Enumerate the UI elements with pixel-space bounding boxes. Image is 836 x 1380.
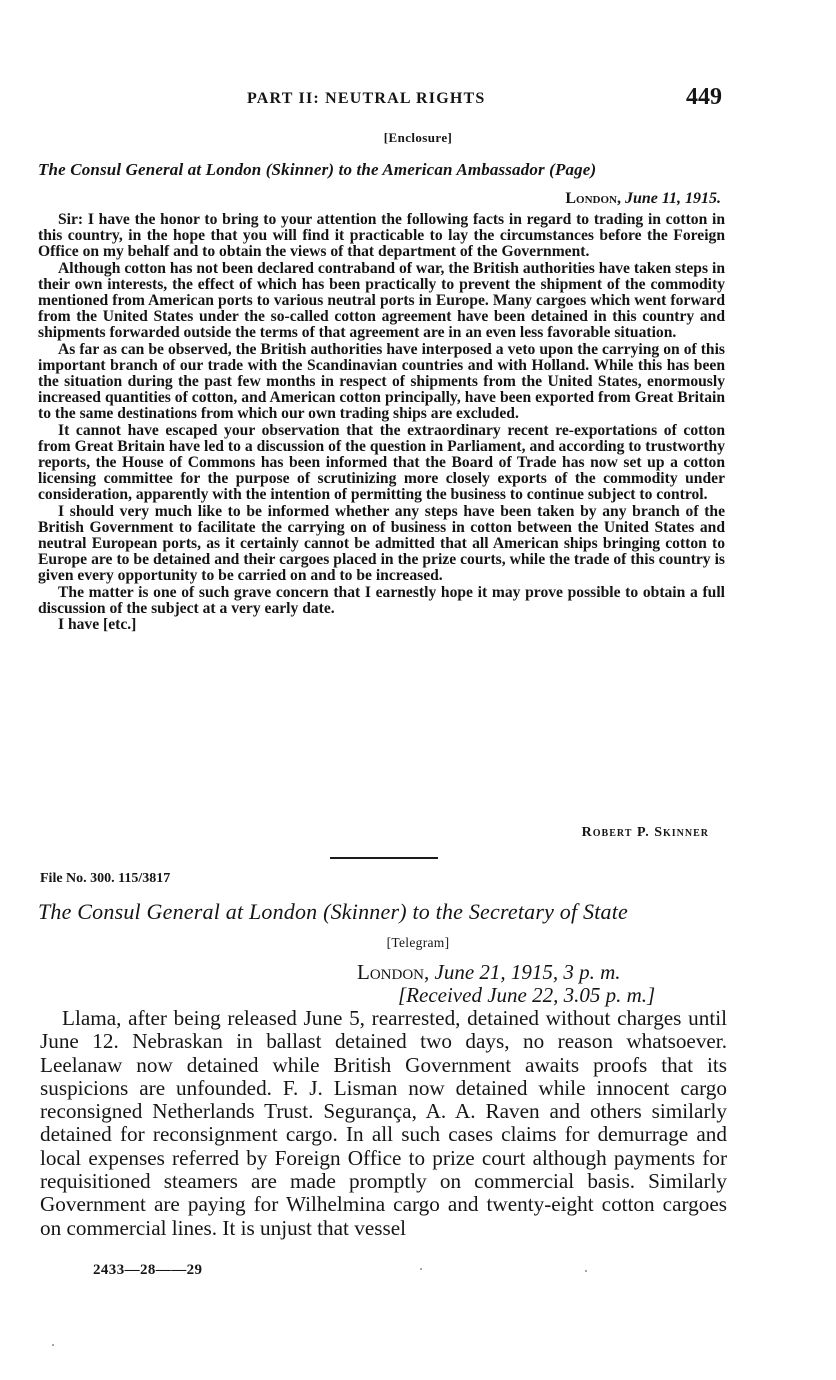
print-code: 2433—28——29 <box>93 1262 203 1278</box>
second-dateline-place: London, <box>357 960 430 984</box>
enclosure-label: [Enclosure] <box>383 130 453 145</box>
first-dateline <box>565 190 721 208</box>
letter-paragraph: The matter is one of such grave concern that I earnestly hope it may prove possible to obtain a full discussion of the subject at a very early date. <box>38 583 725 617</box>
second-dateline <box>357 960 621 985</box>
scan-speck <box>420 1268 422 1270</box>
letter-closing: I have [etc.] <box>58 616 137 634</box>
first-document-title: The Consul General at London (Skinner) to the American Ambassador (Page) <box>38 160 597 179</box>
first-dateline-place: London, <box>565 190 621 207</box>
letter-paragraph: Although cotton has not been declared contraband of war, the British authorities have taken steps in their own interests, the effect of which has been practically to prevent the shipment of the commodity mentioned from American ports to various neutral ports in Europe. Many cargoes which went forward from the United States under the so-called cotton agreement have been detained in this country and shipments forwarded outside the terms of that agreement are in an even less favorable situation. <box>38 259 725 342</box>
section-divider <box>330 857 438 859</box>
telegram-label: [Telegram] <box>386 935 450 950</box>
letter-paragraph: It cannot have escaped your observation that the extraordinary recent re-exportations of cotton from Great Britain have led to a discussion of the question in Parliament, and according to trustworthy reports, the House of Commons has been informed that the Board of Trade has now set up a cotton licensing committee for the purpose of scrutinizing more closely exports of the commodity under consideration, apparently with the intention of permitting the business to continue subject to control. <box>38 421 725 504</box>
letter-paragraph: As far as can be observed, the British authorities have interposed a veto upon the carrying on of this important branch of our trade with the Scandinavian countries and with Holland. While this has been the situation during the past few months in respect of shipments from the United States, enormously increased quantities of cotton, and American cotton principally, have been exported from Great Britain to the same destinations from which our own trading ships are excluded. <box>38 340 725 423</box>
scan-speck <box>585 1270 587 1272</box>
letter-paragraph: Sir: I have the honor to bring to your attention the following facts in regard to trading in cotton in this country, in the hope that you will find it practicable to lay the circumstances before the Foreign Office on my behalf and to obtain the views of that department of the Government. <box>38 211 725 261</box>
second-dateline-date: June 21, 1915, 3 p. m. <box>434 960 621 984</box>
running-head: PART II: NEUTRAL RIGHTS <box>247 90 486 107</box>
signature: Robert P. Skinner <box>581 825 709 840</box>
letter-paragraph: I should very much like to be informed whether any steps have been taken by any branch of the British Government to facilitate the carrying on of business in cotton between the United States and neutral European ports, as it certainly cannot be admitted that all American ships bringing cotton to Europe are to be detained and their cargoes placed in the prize courts, while the trade of this country is given every opportunity to be carried on and to be increased. <box>38 502 725 585</box>
letter-body <box>38 212 725 633</box>
second-document-title: The Consul General at London (Skinner) to the Secretary of State <box>38 899 629 924</box>
telegram-body <box>40 1007 727 1240</box>
first-dateline-date: June 11, 1915. <box>624 190 721 207</box>
page-number: 449 <box>686 84 722 110</box>
received-note: [Received June 22, 3.05 p. m.] <box>398 983 656 1007</box>
telegram-paragraph: Llama, after being released June 5, rearrested, detained without charges until June 12. Nebraskan in ballast detained two days, no reason whatsoever. Leelanaw now detained while British Government awaits proofs that its suspicions are unfounded. F. J. Lisman now detained while innocent cargo reconsigned Netherlands Trust. Segurança, A. A. Raven and others similarly detained for reconsignment cargo. In all such cases claims for demurrage and local expenses referred by Foreign Office to prize court although payments for requisitioned steamers are made promptly on commercial basis. Similarly Government are paying for Wilhelmina cargo and twenty-eight cotton cargoes on commercial lines. It is unjust that vessel <box>40 1006 727 1240</box>
scan-speck <box>52 1344 54 1346</box>
file-number: File No. 300. 115/3817 <box>40 871 171 886</box>
